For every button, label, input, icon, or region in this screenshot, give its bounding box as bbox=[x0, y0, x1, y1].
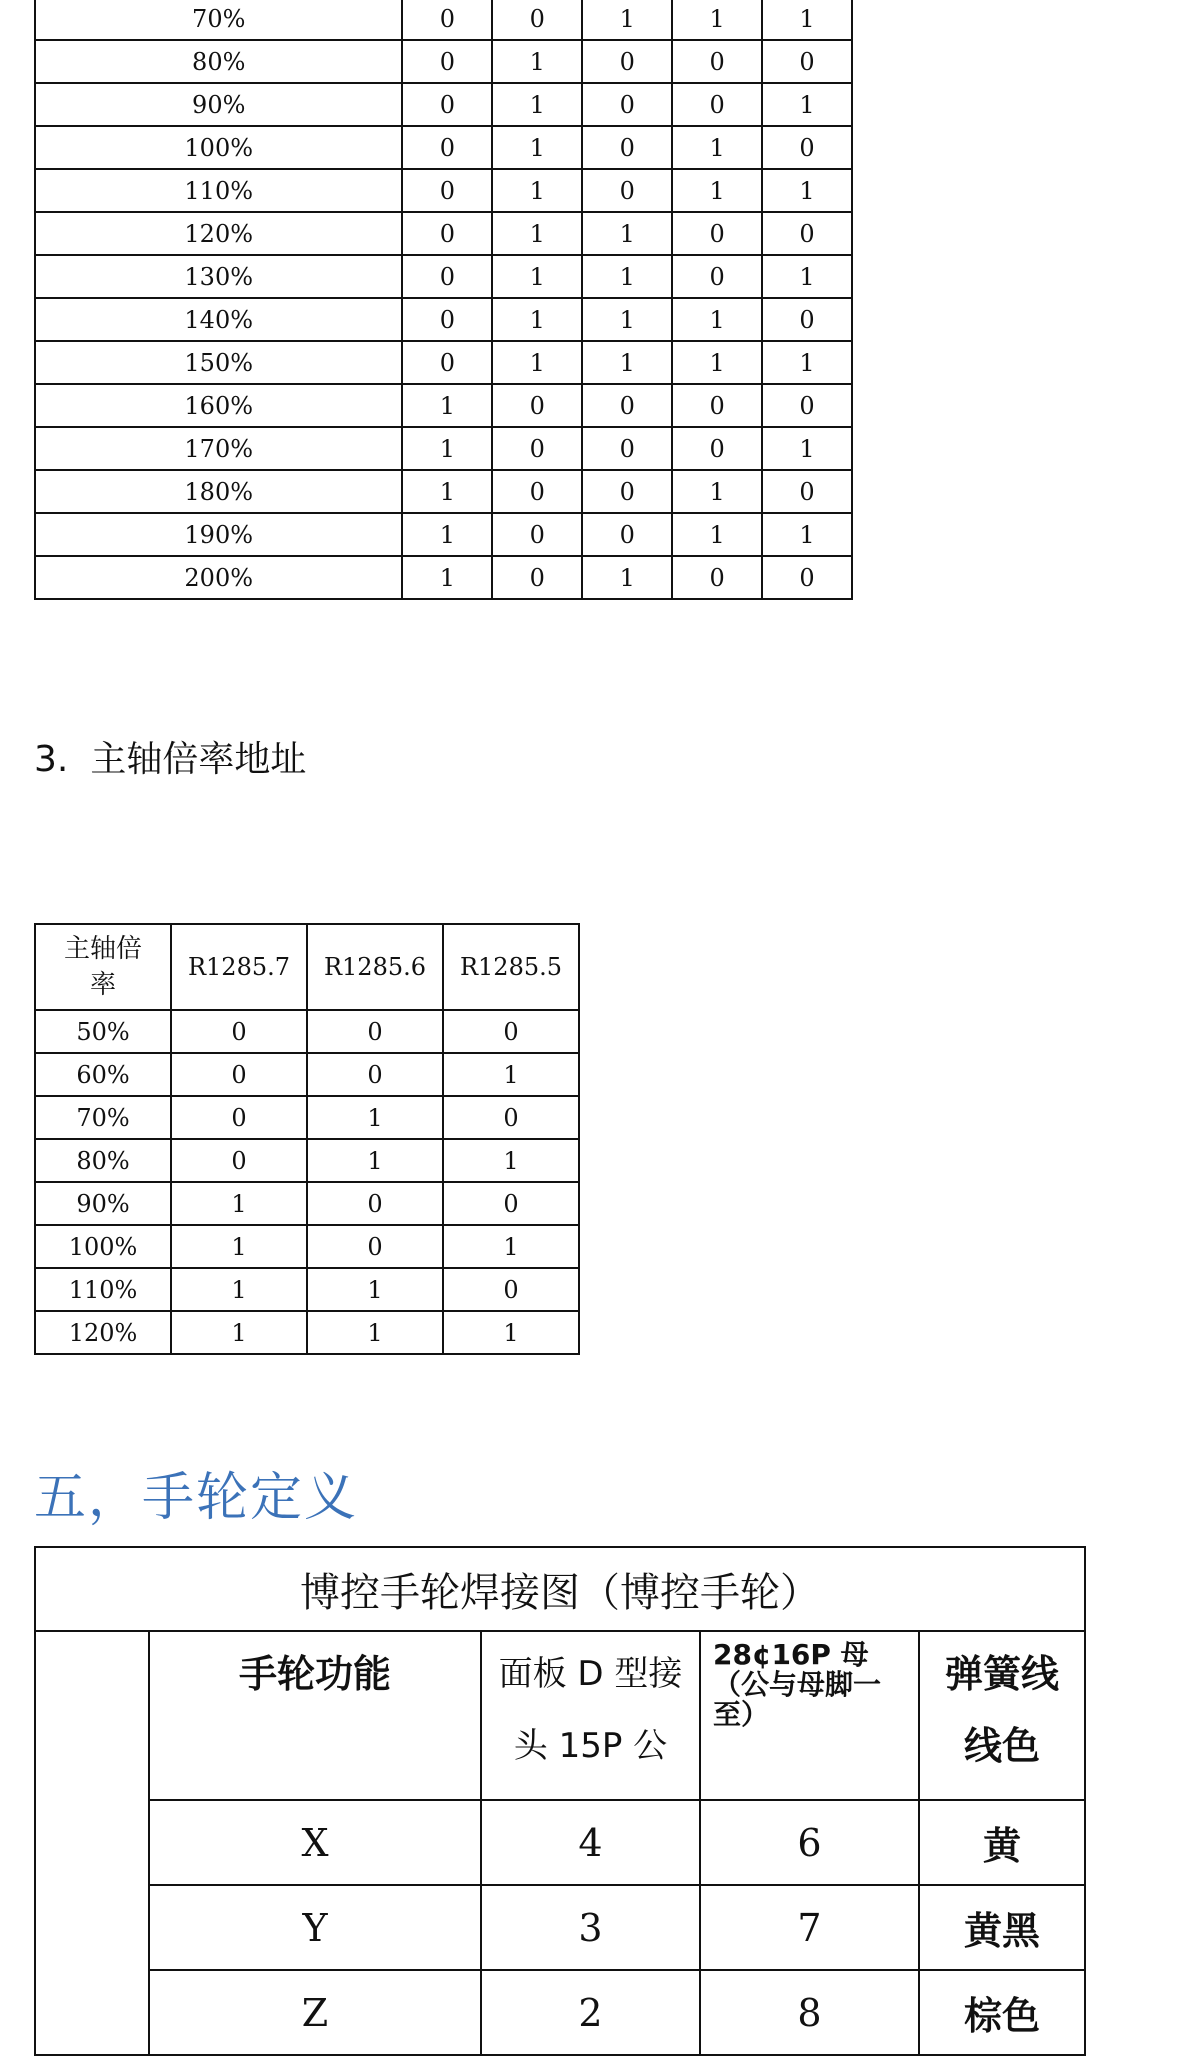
feed-bit-cell: 1 bbox=[402, 427, 492, 470]
spindle-table-row bbox=[35, 1053, 579, 1096]
feed-bit-cell: 1 bbox=[492, 341, 582, 384]
feed-bit-cell: 0 bbox=[672, 384, 762, 427]
feed-bit-cell: 1 bbox=[402, 556, 492, 599]
feed-bit-cell: 1 bbox=[672, 126, 762, 169]
feed-table-row bbox=[35, 513, 852, 556]
feed-bit-cell: 1 bbox=[492, 83, 582, 126]
feed-bit-cell: 0 bbox=[582, 83, 672, 126]
handwheel-female-cell: 6 bbox=[700, 1800, 919, 1885]
feed-bit-cell: 1 bbox=[492, 169, 582, 212]
feed-bit-cell: 0 bbox=[402, 0, 492, 40]
feed-table-row bbox=[35, 0, 852, 40]
feed-bit-cell: 0 bbox=[492, 556, 582, 599]
feed-bit-cell: 1 bbox=[762, 513, 852, 556]
feed-bit-cell: 1 bbox=[492, 298, 582, 341]
section-5-heading: 五，手轮定义 bbox=[34, 1468, 359, 1528]
feed-table-row bbox=[35, 212, 852, 255]
feed-bit-cell: 1 bbox=[492, 126, 582, 169]
feed-table-row bbox=[35, 427, 852, 470]
feed-rate-cell: 200% bbox=[35, 556, 402, 599]
handwheel-table-header-row bbox=[35, 1631, 1085, 1800]
feed-rate-cell: 100% bbox=[35, 126, 402, 169]
feed-rate-cell: 70% bbox=[35, 0, 402, 40]
feed-bit-cell: 1 bbox=[402, 384, 492, 427]
feed-bit-cell: 0 bbox=[402, 126, 492, 169]
feed-bit-cell: 0 bbox=[762, 556, 852, 599]
handwheel-header-panel-line2: 头 15P 公 bbox=[513, 1726, 668, 1766]
section-3-heading bbox=[34, 731, 306, 782]
spindle-bit-cell: 1 bbox=[443, 1053, 579, 1096]
spindle-bit-cell: 1 bbox=[443, 1225, 579, 1268]
feed-bit-cell: 1 bbox=[762, 427, 852, 470]
feed-table-row bbox=[35, 255, 852, 298]
feed-rate-cell: 90% bbox=[35, 83, 402, 126]
feed-bit-cell: 1 bbox=[672, 0, 762, 40]
handwheel-function-cell: Y bbox=[149, 1885, 481, 1970]
feed-rate-cell: 130% bbox=[35, 255, 402, 298]
feed-bit-cell: 0 bbox=[582, 169, 672, 212]
spindle-header-label: 主轴倍率 bbox=[63, 934, 142, 1000]
spindle-bit-cell: 1 bbox=[443, 1139, 579, 1182]
feed-bit-cell: 0 bbox=[762, 126, 852, 169]
handwheel-header-wire bbox=[919, 1631, 1085, 1800]
feed-bit-cell: 1 bbox=[582, 298, 672, 341]
feed-bit-cell: 0 bbox=[402, 341, 492, 384]
handwheel-header-function-label: 手轮功能 bbox=[238, 1652, 391, 1696]
handwheel-function-cell: X bbox=[149, 1800, 481, 1885]
feed-table-row bbox=[35, 83, 852, 126]
feed-bit-cell: 1 bbox=[762, 0, 852, 40]
handwheel-header-female-label: 28¢16P 母（公与母脚一至） bbox=[713, 1638, 882, 1731]
feed-rate-cell: 190% bbox=[35, 513, 402, 556]
feed-table-row bbox=[35, 298, 852, 341]
spindle-header-cell: R1285.6 bbox=[307, 924, 443, 1010]
feed-rate-cell: 110% bbox=[35, 169, 402, 212]
feed-bit-cell: 1 bbox=[762, 255, 852, 298]
feed-table-row bbox=[35, 341, 852, 384]
spindle-table-row bbox=[35, 1268, 579, 1311]
feed-rate-cell: 180% bbox=[35, 470, 402, 513]
feed-bit-cell: 1 bbox=[762, 341, 852, 384]
feed-bit-cell: 0 bbox=[762, 384, 852, 427]
handwheel-panel-cell: 2 bbox=[481, 1970, 700, 2055]
spindle-rate-cell: 50% bbox=[35, 1010, 171, 1053]
feed-table-row bbox=[35, 384, 852, 427]
handwheel-table-row bbox=[35, 1970, 1085, 2055]
spindle-rate-cell: 100% bbox=[35, 1225, 171, 1268]
spindle-table-header-row bbox=[35, 924, 579, 1010]
spindle-bit-cell: 0 bbox=[171, 1053, 307, 1096]
feed-bit-cell: 0 bbox=[402, 83, 492, 126]
spindle-header-cell: R1285.5 bbox=[443, 924, 579, 1010]
feed-bit-cell: 0 bbox=[582, 40, 672, 83]
handwheel-table-row bbox=[35, 1800, 1085, 1885]
spindle-bit-cell: 0 bbox=[443, 1096, 579, 1139]
handwheel-table-title-row bbox=[35, 1547, 1085, 1631]
feed-bit-cell: 0 bbox=[402, 212, 492, 255]
feed-bit-cell: 0 bbox=[582, 427, 672, 470]
feed-bit-cell: 1 bbox=[672, 470, 762, 513]
feed-bit-cell: 1 bbox=[402, 513, 492, 556]
handwheel-header-female bbox=[700, 1631, 919, 1800]
handwheel-header-panel bbox=[481, 1631, 700, 1800]
feed-table-row bbox=[35, 470, 852, 513]
spindle-rate-cell: 70% bbox=[35, 1096, 171, 1139]
feed-bit-cell: 1 bbox=[582, 0, 672, 40]
handwheel-table bbox=[34, 1546, 1086, 2056]
spindle-bit-cell: 0 bbox=[443, 1010, 579, 1053]
handwheel-female-cell: 7 bbox=[700, 1885, 919, 1970]
spindle-bit-cell: 1 bbox=[307, 1311, 443, 1354]
feed-bit-cell: 1 bbox=[402, 470, 492, 513]
spindle-table-row bbox=[35, 1182, 579, 1225]
spindle-bit-cell: 1 bbox=[171, 1225, 307, 1268]
feed-bit-cell: 1 bbox=[672, 169, 762, 212]
spindle-override-table bbox=[34, 923, 580, 1355]
spindle-bit-cell: 0 bbox=[307, 1182, 443, 1225]
feed-bit-cell: 0 bbox=[672, 212, 762, 255]
handwheel-table-row bbox=[35, 1885, 1085, 1970]
feed-bit-cell: 1 bbox=[492, 40, 582, 83]
feed-bit-cell: 0 bbox=[582, 384, 672, 427]
feed-bit-cell: 0 bbox=[492, 427, 582, 470]
handwheel-table-title: 博控手轮焊接图（博控手轮） bbox=[35, 1547, 1085, 1631]
feed-rate-table bbox=[34, 0, 853, 600]
feed-rate-cell: 80% bbox=[35, 40, 402, 83]
spindle-bit-cell: 0 bbox=[443, 1268, 579, 1311]
spindle-rate-cell: 110% bbox=[35, 1268, 171, 1311]
spindle-bit-cell: 1 bbox=[307, 1268, 443, 1311]
feed-bit-cell: 1 bbox=[672, 513, 762, 556]
spindle-table-row bbox=[35, 1139, 579, 1182]
handwheel-header-wire-line1: 弹簧线 bbox=[944, 1652, 1059, 1696]
spindle-bit-cell: 1 bbox=[443, 1311, 579, 1354]
feed-bit-cell: 0 bbox=[672, 255, 762, 298]
spindle-bit-cell: 1 bbox=[307, 1096, 443, 1139]
handwheel-color-cell: 黄黑 bbox=[919, 1885, 1085, 1970]
spindle-rate-cell: 60% bbox=[35, 1053, 171, 1096]
feed-bit-cell: 1 bbox=[492, 212, 582, 255]
handwheel-panel-cell: 4 bbox=[481, 1800, 700, 1885]
spindle-table-row bbox=[35, 1311, 579, 1354]
handwheel-color-cell: 黄 bbox=[919, 1800, 1085, 1885]
handwheel-function-cell: Z bbox=[149, 1970, 481, 2055]
feed-table-row bbox=[35, 556, 852, 599]
feed-bit-cell: 0 bbox=[762, 470, 852, 513]
feed-bit-cell: 1 bbox=[762, 83, 852, 126]
spindle-bit-cell: 1 bbox=[171, 1268, 307, 1311]
spindle-bit-cell: 1 bbox=[171, 1311, 307, 1354]
feed-bit-cell: 1 bbox=[582, 212, 672, 255]
feed-bit-cell: 0 bbox=[672, 556, 762, 599]
feed-bit-cell: 1 bbox=[492, 255, 582, 298]
spindle-rate-cell: 120% bbox=[35, 1311, 171, 1354]
spindle-bit-cell: 0 bbox=[307, 1225, 443, 1268]
spindle-rate-cell: 90% bbox=[35, 1182, 171, 1225]
spindle-header-cell bbox=[35, 924, 171, 1010]
feed-bit-cell: 0 bbox=[672, 40, 762, 83]
spindle-bit-cell: 0 bbox=[171, 1096, 307, 1139]
feed-bit-cell: 1 bbox=[672, 341, 762, 384]
feed-table-row bbox=[35, 126, 852, 169]
section-3-number: 3. bbox=[34, 739, 69, 780]
feed-bit-cell: 1 bbox=[582, 341, 672, 384]
feed-rate-cell: 170% bbox=[35, 427, 402, 470]
feed-bit-cell: 1 bbox=[672, 298, 762, 341]
spindle-table-row bbox=[35, 1225, 579, 1268]
feed-bit-cell: 0 bbox=[402, 298, 492, 341]
feed-bit-cell: 0 bbox=[672, 427, 762, 470]
handwheel-panel-cell: 3 bbox=[481, 1885, 700, 1970]
feed-bit-cell: 0 bbox=[492, 513, 582, 556]
feed-bit-cell: 0 bbox=[492, 384, 582, 427]
feed-table-row bbox=[35, 40, 852, 83]
handwheel-female-cell: 8 bbox=[700, 1970, 919, 2055]
feed-bit-cell: 0 bbox=[492, 470, 582, 513]
spindle-rate-cell: 80% bbox=[35, 1139, 171, 1182]
feed-bit-cell: 0 bbox=[762, 212, 852, 255]
section-3-title: 主轴倍率地址 bbox=[90, 739, 307, 780]
feed-bit-cell: 0 bbox=[402, 40, 492, 83]
spindle-bit-cell: 1 bbox=[307, 1139, 443, 1182]
spindle-bit-cell: 0 bbox=[307, 1010, 443, 1053]
feed-bit-cell: 0 bbox=[582, 470, 672, 513]
handwheel-header-wire-line2: 线色 bbox=[963, 1724, 1040, 1768]
spindle-bit-cell: 1 bbox=[171, 1182, 307, 1225]
feed-table-row bbox=[35, 169, 852, 212]
feed-bit-cell: 0 bbox=[402, 169, 492, 212]
feed-bit-cell: 0 bbox=[672, 83, 762, 126]
spindle-bit-cell: 0 bbox=[443, 1182, 579, 1225]
handwheel-header-function bbox=[149, 1631, 481, 1800]
feed-bit-cell: 0 bbox=[582, 126, 672, 169]
spindle-bit-cell: 0 bbox=[171, 1139, 307, 1182]
spindle-bit-cell: 0 bbox=[307, 1053, 443, 1096]
feed-rate-cell: 120% bbox=[35, 212, 402, 255]
feed-rate-cell: 150% bbox=[35, 341, 402, 384]
feed-bit-cell: 0 bbox=[762, 40, 852, 83]
handwheel-header-panel-line1: 面板 D 型接 bbox=[498, 1654, 683, 1694]
spindle-bit-cell: 0 bbox=[171, 1010, 307, 1053]
spindle-header-cell: R1285.7 bbox=[171, 924, 307, 1010]
handwheel-color-cell: 棕色 bbox=[919, 1970, 1085, 2055]
feed-bit-cell: 0 bbox=[492, 0, 582, 40]
spindle-table-row bbox=[35, 1010, 579, 1053]
feed-bit-cell: 1 bbox=[582, 255, 672, 298]
feed-bit-cell: 1 bbox=[582, 556, 672, 599]
spindle-table-row bbox=[35, 1096, 579, 1139]
feed-bit-cell: 0 bbox=[762, 298, 852, 341]
feed-rate-cell: 160% bbox=[35, 384, 402, 427]
feed-bit-cell: 0 bbox=[402, 255, 492, 298]
feed-bit-cell: 1 bbox=[762, 169, 852, 212]
feed-bit-cell: 0 bbox=[582, 513, 672, 556]
handwheel-blank-cell bbox=[35, 1631, 149, 2055]
feed-rate-cell: 140% bbox=[35, 298, 402, 341]
